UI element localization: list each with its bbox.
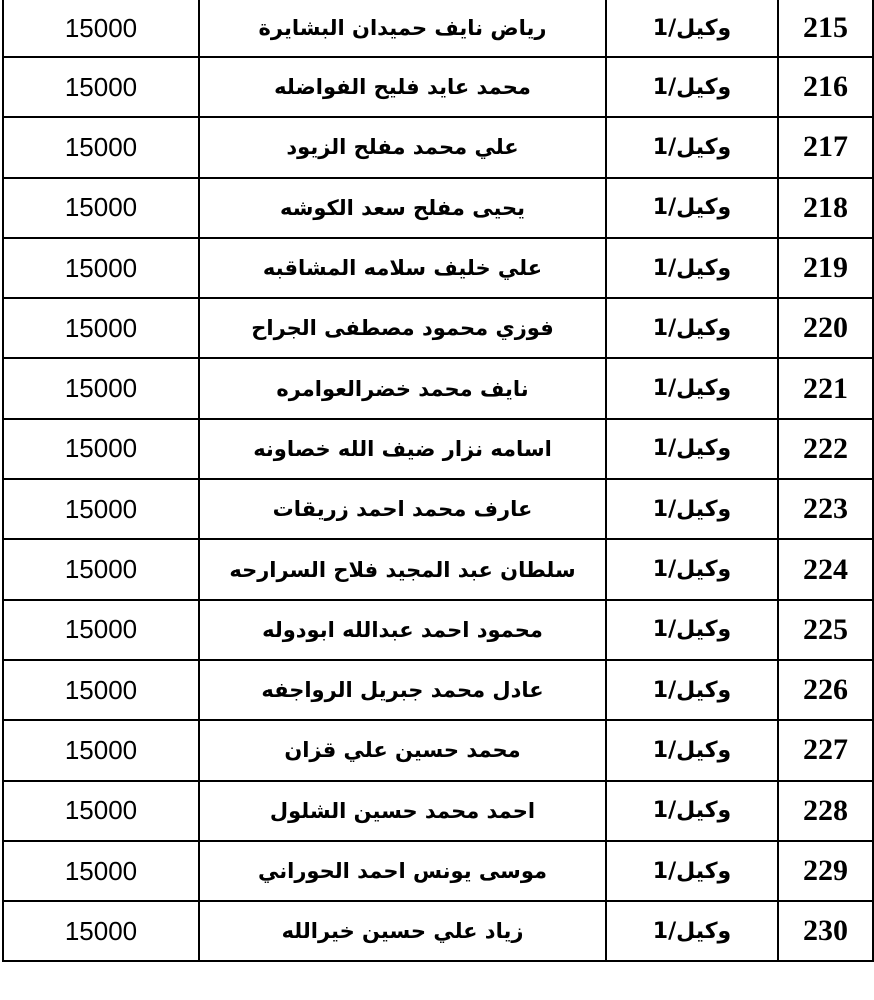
amount-cell: 15000 (3, 298, 199, 358)
row-number: 216 (778, 57, 873, 117)
name-cell: نايف محمد خضرالعوامره (199, 358, 606, 418)
name-cell: عادل محمد جبريل الرواجفه (199, 660, 606, 720)
row-number: 223 (778, 479, 873, 539)
row-number: 230 (778, 901, 873, 961)
table-row (3, 479, 873, 539)
row-number: 229 (778, 841, 873, 901)
amount-cell: 15000 (3, 57, 199, 117)
name-cell: سلطان عبد المجيد فلاح السرارحه (199, 539, 606, 599)
name-cell: يحيى مفلح سعد الكوشه (199, 178, 606, 238)
name-cell: عارف محمد احمد زريقات (199, 479, 606, 539)
name-cell: رياض نايف حميدان البشايرة (199, 0, 606, 57)
row-number: 221 (778, 358, 873, 418)
row-number: 218 (778, 178, 873, 238)
table-row (3, 117, 873, 177)
rank-cell: وكيل/1 (606, 298, 778, 358)
amount-cell: 15000 (3, 117, 199, 177)
table-row (3, 720, 873, 780)
amount-cell: 15000 (3, 781, 199, 841)
amount-cell: 15000 (3, 539, 199, 599)
name-cell: اسامه نزار ضيف الله خصاونه (199, 419, 606, 479)
row-number: 217 (778, 117, 873, 177)
amount-cell: 15000 (3, 178, 199, 238)
name-cell: فوزي محمود مصطفى الجراح (199, 298, 606, 358)
name-cell: احمد محمد حسين الشلول (199, 781, 606, 841)
table-row (3, 419, 873, 479)
amount-cell: 15000 (3, 0, 199, 57)
rank-cell: وكيل/1 (606, 479, 778, 539)
table-row (3, 901, 873, 961)
amount-cell: 15000 (3, 660, 199, 720)
rank-cell: وكيل/1 (606, 238, 778, 298)
rank-cell: وكيل/1 (606, 0, 778, 57)
rank-cell: وكيل/1 (606, 178, 778, 238)
table-row (3, 660, 873, 720)
name-cell: موسى يونس احمد الحوراني (199, 841, 606, 901)
table-row (3, 600, 873, 660)
amount-cell: 15000 (3, 358, 199, 418)
row-number: 225 (778, 600, 873, 660)
rank-cell: وكيل/1 (606, 781, 778, 841)
amount-cell: 15000 (3, 841, 199, 901)
rank-cell: وكيل/1 (606, 720, 778, 780)
row-number: 220 (778, 298, 873, 358)
row-number: 228 (778, 781, 873, 841)
row-number: 224 (778, 539, 873, 599)
roster-table (2, 0, 874, 962)
name-cell: زياد علي حسين خيرالله (199, 901, 606, 961)
rank-cell: وكيل/1 (606, 539, 778, 599)
row-number: 215 (778, 0, 873, 57)
row-number: 219 (778, 238, 873, 298)
table-row (3, 238, 873, 298)
table-row (3, 57, 873, 117)
rank-cell: وكيل/1 (606, 57, 778, 117)
amount-cell: 15000 (3, 238, 199, 298)
name-cell: محمود احمد عبدالله ابودوله (199, 600, 606, 660)
amount-cell: 15000 (3, 419, 199, 479)
rank-cell: وكيل/1 (606, 841, 778, 901)
name-cell: محمد حسين علي قزان (199, 720, 606, 780)
rank-cell: وكيل/1 (606, 660, 778, 720)
rank-cell: وكيل/1 (606, 419, 778, 479)
table-row (3, 0, 873, 57)
name-cell: علي محمد مفلح الزيود (199, 117, 606, 177)
rank-cell: وكيل/1 (606, 358, 778, 418)
table-row (3, 841, 873, 901)
amount-cell: 15000 (3, 479, 199, 539)
amount-cell: 15000 (3, 901, 199, 961)
amount-cell: 15000 (3, 720, 199, 780)
name-cell: علي خليف سلامه المشاقبه (199, 238, 606, 298)
rank-cell: وكيل/1 (606, 901, 778, 961)
table-row (3, 539, 873, 599)
table-row (3, 178, 873, 238)
rank-cell: وكيل/1 (606, 117, 778, 177)
name-cell: محمد عايد فليح الفواضله (199, 57, 606, 117)
table-row (3, 781, 873, 841)
amount-cell: 15000 (3, 600, 199, 660)
table-row (3, 358, 873, 418)
rank-cell: وكيل/1 (606, 600, 778, 660)
row-number: 227 (778, 720, 873, 780)
row-number: 226 (778, 660, 873, 720)
row-number: 222 (778, 419, 873, 479)
table-row (3, 298, 873, 358)
